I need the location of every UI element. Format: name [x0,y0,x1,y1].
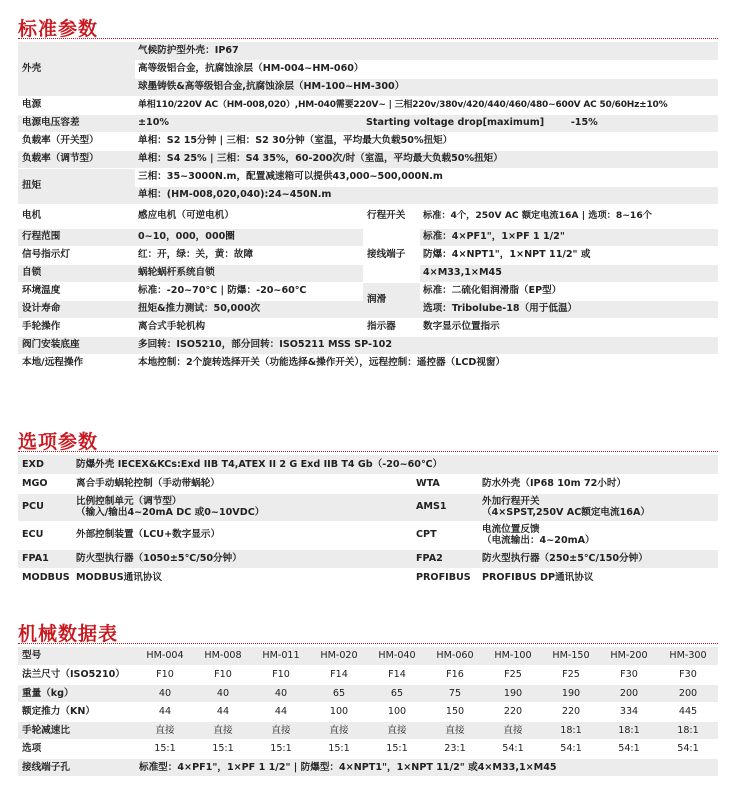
option-desc-line: （电流输出：4~20mA） [482,535,595,546]
motor-label: 电机 [18,204,135,228]
housing-line: 球墨铸铁&高等级铝合金,抗腐蚀涂层（HM-100~HM-300） [135,78,718,96]
mech-cell: 44 [194,703,252,722]
mech-cell: 150 [426,703,484,722]
mech-cell: 40 [136,684,194,703]
handwheel-row [18,318,718,336]
model-header: HM-004 [136,647,194,666]
motor-row [18,204,718,228]
mech-cell: F10 [136,666,194,685]
ambient-label: 环境温度 [18,282,135,300]
mech-cell: 18:1 [542,721,600,740]
limit-switch-value: 标准：4个，250V AC 额定电流16A | 选项：8~16个 [420,204,718,228]
torque-line: 三相：35~3000N.m，配置减速箱可以提供43,000~500,000N.m [135,168,718,186]
options-title-underline [18,451,718,452]
housing-label: 外壳 [18,42,135,96]
mech-cell: 54:1 [600,740,658,759]
mech-cell: F14 [368,666,426,685]
option-desc [73,493,412,521]
duty-onoff-label: 负载率（开关型） [18,132,135,150]
mech-cell: 190 [484,684,542,703]
model-header: HM-150 [542,647,600,666]
options-section-title: 选项参数 [18,431,99,453]
option-desc-line: （输入/输出4~20mA DC 或0~10VDC） [76,507,265,518]
mech-cell: 445 [658,703,718,722]
mech-cell: 直接 [252,721,310,740]
mech-cell: F30 [658,666,718,685]
duty-mod-value: 单相：S4 25% | 三相：S4 35%，60-200次/时（室温，平均最大负载50%扭矩） [135,150,718,168]
control-value: 本地控制：2个旋转选择开关（功能选择&操作开关），远程控制：遥控器（LCD视窗） [135,354,718,372]
duty-mod-label: 负载率（调节型） [18,150,135,168]
travel-label: 行程范围 [18,228,135,246]
mech-cell: F25 [484,666,542,685]
option-code: PROFIBUS [412,568,479,587]
mounting-label: 阀门安装底座 [18,336,135,354]
option-desc-line: （4×SPST,250V AC额定电流16A） [482,507,650,518]
mech-cell: F10 [194,666,252,685]
mech-cell: 直接 [310,721,368,740]
mech-cell: 75 [426,684,484,703]
mechanical-title-underline [18,643,718,644]
housing-row [18,42,718,60]
mech-cell: 44 [136,703,194,722]
mech-cell: 15:1 [194,740,252,759]
mech-terminal-value: 标准型：4×PF1"，1×PF 1 1/2" | 防爆型：4×NPT1"，1×NPT 11/2" 或4×M33,1×M45 [136,758,718,777]
model-header: HM-020 [310,647,368,666]
option-desc: 防火型执行器（250±5℃/150分钟） [479,549,718,568]
mech-row-label: 重量（kg） [18,684,136,703]
mech-terminal-row [18,758,718,777]
indicator-label: 信号指示灯 [18,246,135,264]
option-desc-line: 外加行程开关 [482,495,540,507]
power-label: 电源 [18,96,135,114]
option-code: EXD [18,455,73,474]
control-row [18,354,718,372]
option-code: FPA1 [18,549,73,568]
mounting-row [18,336,718,354]
torque-line: 单相：(HM-008,020,040):24~450N.m [135,186,718,204]
mech-cell: 直接 [426,721,484,740]
voltage-drop-value: -15% [570,117,598,129]
mech-header-label: 型号 [18,647,136,666]
option-desc: 防火型执行器（1050±5℃/50分钟） [73,549,412,568]
torque-label: 扭矩 [18,168,135,204]
indicator-value: 红：开，绿：关，黄：故障 [135,246,363,264]
torque-row [18,168,718,186]
standard-section-title: 标准参数 [18,18,99,40]
housing-line: 气候防护型外壳：IP67 [135,42,718,60]
option-row [18,549,718,568]
mech-cell: 220 [542,703,600,722]
model-header: HM-011 [252,647,310,666]
option-code: CPT [412,521,479,549]
mech-row-label: 手轮减速比 [18,721,136,740]
limit-switch-label: 行程开关 [363,204,420,228]
mech-cell: 18:1 [600,721,658,740]
pointer-label: 指示器 [363,318,420,336]
mech-row-label: 法兰尺寸（ISO5210） [18,666,136,685]
self-lock-value: 蜗轮蜗杆系统自锁 [135,264,363,282]
lubrication-line: 标准：二硫化钼润滑脂（EP型） [420,282,718,300]
mech-cell: 100 [310,703,368,722]
option-desc: 离合手动蜗轮控制（手动带蜗轮） [73,474,412,493]
mech-row [18,703,718,722]
voltage-drop-label: Starting voltage drop[maximum] [366,117,545,129]
design-life-value: 扭矩&推力测试：50,000次 [135,300,363,318]
terminal-line: 标准：4×PF1"，1×PF 1 1/2" [420,228,718,246]
mech-cell: 200 [600,684,658,703]
mechanical-table [18,647,718,777]
mech-cell: 15:1 [310,740,368,759]
option-desc [479,493,718,521]
handwheel-value: 离合式手轮机构 [135,318,363,336]
mech-row [18,684,718,703]
mech-row [18,666,718,685]
mechanical-section-title: 机械数据表 [18,623,119,645]
mech-row-label: 选项 [18,740,136,759]
mech-cell: 200 [658,684,718,703]
terminal-line: 4×M33,1×M45 [420,264,718,282]
option-code: MGO [18,474,73,493]
model-header: HM-100 [484,647,542,666]
option-row [18,521,718,549]
mounting-value: 多回转：ISO5210，部分回转：ISO5211 MSS SP-102 [135,336,718,354]
mech-cell: 15:1 [368,740,426,759]
option-code: MODBUS [18,568,73,587]
voltage-tol-value: ±10% [135,114,363,132]
ambient-value: 标准：-20~70℃ | 防爆：-20~60℃ [135,282,363,300]
mech-cell: 直接 [194,721,252,740]
voltage-tol-label: 电源电压容差 [18,114,135,132]
model-header: HM-300 [658,647,718,666]
model-header: HM-040 [368,647,426,666]
option-desc: 防水外壳（IP68 10m 72小时） [479,474,718,493]
option-desc: MODBUS通讯协议 [73,568,412,587]
design-life-label: 设计寿命 [18,300,135,318]
option-desc-line: 比例控制单元（调节型） [76,495,182,507]
mech-cell: F10 [252,666,310,685]
options-table [18,455,718,588]
option-desc [479,521,718,549]
option-row [18,455,718,474]
standard-params-table [18,42,718,373]
model-header: HM-200 [600,647,658,666]
mech-cell: 40 [252,684,310,703]
voltage-tol-row [18,114,718,132]
lubrication-label: 润滑 [363,282,420,318]
ambient-row [18,282,718,300]
mech-cell: 18:1 [658,721,718,740]
housing-line: 高等级铝合金，抗腐蚀涂层（HM-004~HM-060） [135,60,718,78]
mech-cell: 15:1 [136,740,194,759]
mech-cell: 15:1 [252,740,310,759]
power-value: 单相110/220V AC（HM-008,020）,HM-040需要220V~ | 三相220v/380v/420/440/460/480~600V AC 50/60Hz±10% [135,96,718,114]
option-desc-line: 电流位置反馈 [482,523,540,535]
mech-row [18,740,718,759]
control-label: 本地/远程操作 [18,354,135,372]
power-row [18,96,718,114]
option-desc: PROFIBUS DP通讯协议 [479,568,718,587]
mech-cell: 44 [252,703,310,722]
duty-mod-row [18,150,718,168]
mech-row [18,721,718,740]
mech-cell: 334 [600,703,658,722]
option-row [18,568,718,587]
self-lock-label: 自锁 [18,264,135,282]
mech-cell: F25 [542,666,600,685]
travel-row [18,228,718,246]
mech-row-label: 额定推力（KN） [18,703,136,722]
travel-value: 0~10，000，000圈 [135,228,363,246]
option-code: WTA [412,474,479,493]
option-desc: 外部控制装置（LCU+数字显示） [73,521,412,549]
option-code: PCU [18,493,73,521]
option-row [18,493,718,521]
mech-cell: 直接 [136,721,194,740]
option-desc: 防爆外壳 IECEX&KCs:Exd IIB T4,ATEX II 2 G Exd IIB T4 Gb（-20~60℃） [73,455,718,474]
handwheel-label: 手轮操作 [18,318,135,336]
mech-cell: 54:1 [542,740,600,759]
mech-cell: F14 [310,666,368,685]
duty-onoff-row [18,132,718,150]
mech-cell: 220 [484,703,542,722]
mech-header-row [18,647,718,666]
mech-terminal-label: 接线端子孔 [18,758,136,777]
terminal-label: 接线端子 [363,228,420,282]
model-header: HM-008 [194,647,252,666]
mech-cell: F16 [426,666,484,685]
pointer-value: 数字显示位置指示 [420,318,718,336]
mech-cell: F30 [600,666,658,685]
model-header: HM-060 [426,647,484,666]
mech-cell: 40 [194,684,252,703]
motor-value: 感应电机（可逆电机） [135,204,363,228]
option-row [18,474,718,493]
option-code: AMS1 [412,493,479,521]
option-code: ECU [18,521,73,549]
mech-cell: 直接 [368,721,426,740]
standard-title-underline [18,38,718,39]
mech-cell: 23:1 [426,740,484,759]
mech-cell: 直接 [484,721,542,740]
mech-cell: 54:1 [484,740,542,759]
voltage-drop-cell [363,114,718,132]
option-code: FPA2 [412,549,479,568]
mech-cell: 54:1 [658,740,718,759]
mech-cell: 190 [542,684,600,703]
mech-cell: 65 [368,684,426,703]
lubrication-line: 选项：Tribolube-18（用于低温） [420,300,718,318]
mech-cell: 65 [310,684,368,703]
mech-cell: 100 [368,703,426,722]
duty-onoff-value: 单相：S2 15分钟 | 三相：S2 30分钟（室温，平均最大负载50%扭矩） [135,132,718,150]
terminal-line: 防爆：4×NPT1"，1×NPT 11/2" 或 [420,246,718,264]
